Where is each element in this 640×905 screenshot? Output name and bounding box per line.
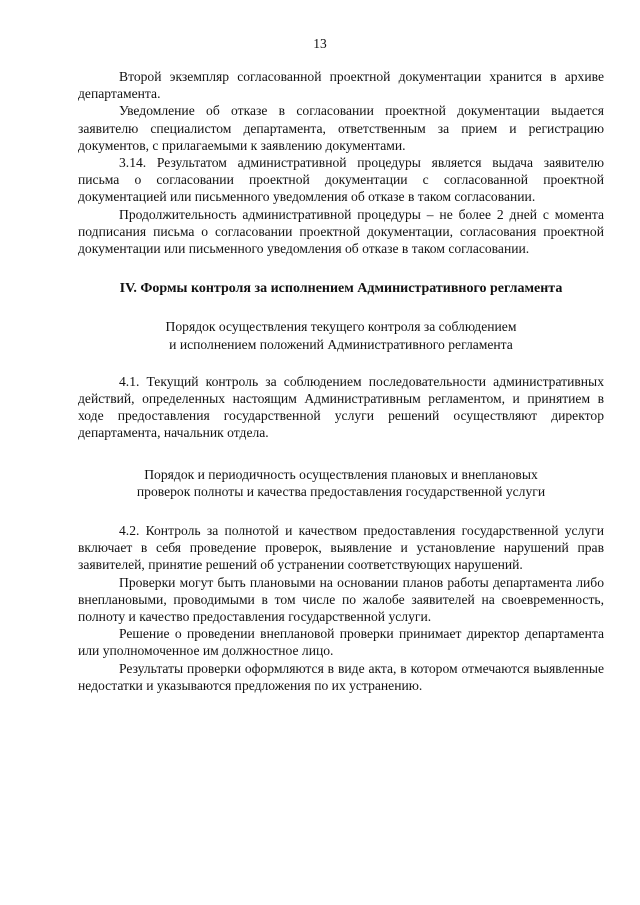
- paragraph-unscheduled-decision: Решение о проведении внеплановой проверки принимает директор департамента или уполномоченное им должностное лицо.: [78, 626, 604, 659]
- paragraph-archive: Второй экземпляр согласованной проектной документации хранится в архиве департамента.: [78, 69, 604, 102]
- section-title: IV. Формы контроля за исполнением Административного регламента: [119, 281, 563, 297]
- paragraph-inspection-types: Проверки могут быть плановыми на основании планов работы департамента либо внеплановыми, проводимыми в том числе по жалобе заявителей на своевременность, полноту и качество предоставления государственной услуги.: [78, 574, 604, 625]
- page-number: 13: [313, 36, 327, 51]
- paragraph-4-2: 4.2. Контроль за полнотой и качеством предоставления государственной услуги включает в себя проведение проверок, выявление и установление нарушений прав заявителей, принятие решений об устранении соответствующих нарушений.: [78, 523, 604, 573]
- paragraph-3-14: 3.14. Результатом административной процедуры является выдача заявителю письма о согласовании проектной документации с согласованной проектной документацией или письменного уведомления об отказе в таком согласовании.: [78, 155, 604, 205]
- paragraph-duration: Продолжительность административной процедуры – не более 2 дней с момента подписания письма о согласовании проектной документации, согласования проектной документации или письменного уведомления об отказе в таком согласовании.: [78, 206, 604, 257]
- paragraph-refusal-notice: Уведомление об отказе в согласовании проектной документации выдается заявителю специалистом департамента, ответственным за прием и регистрацию документов, с прилагаемыми к заявлению документами.: [78, 103, 604, 153]
- paragraph-4-1: 4.1. Текущий контроль за соблюдением последовательности административных действий, определенных настоящим Административным регламентом, и принятием в ходе предоставления государственной услуги решений осуществляют директор департамента, начальник отдела.: [78, 373, 604, 441]
- document-body: [78, 68, 604, 694]
- paragraph-inspection-results: Результаты проверки оформляются в виде акта, в котором отмечаются выявленные недостатки и указываются предложения по их устранению.: [78, 660, 604, 693]
- subsection-title-current-control: Порядок осуществления текущего контроля за соблюдением и исполнением положений Административного регламента: [165, 319, 517, 352]
- subsection-title-inspections: Порядок и периодичность осуществления плановых и внеплановых проверок полноты и качества предоставления государственной услуги: [136, 466, 546, 499]
